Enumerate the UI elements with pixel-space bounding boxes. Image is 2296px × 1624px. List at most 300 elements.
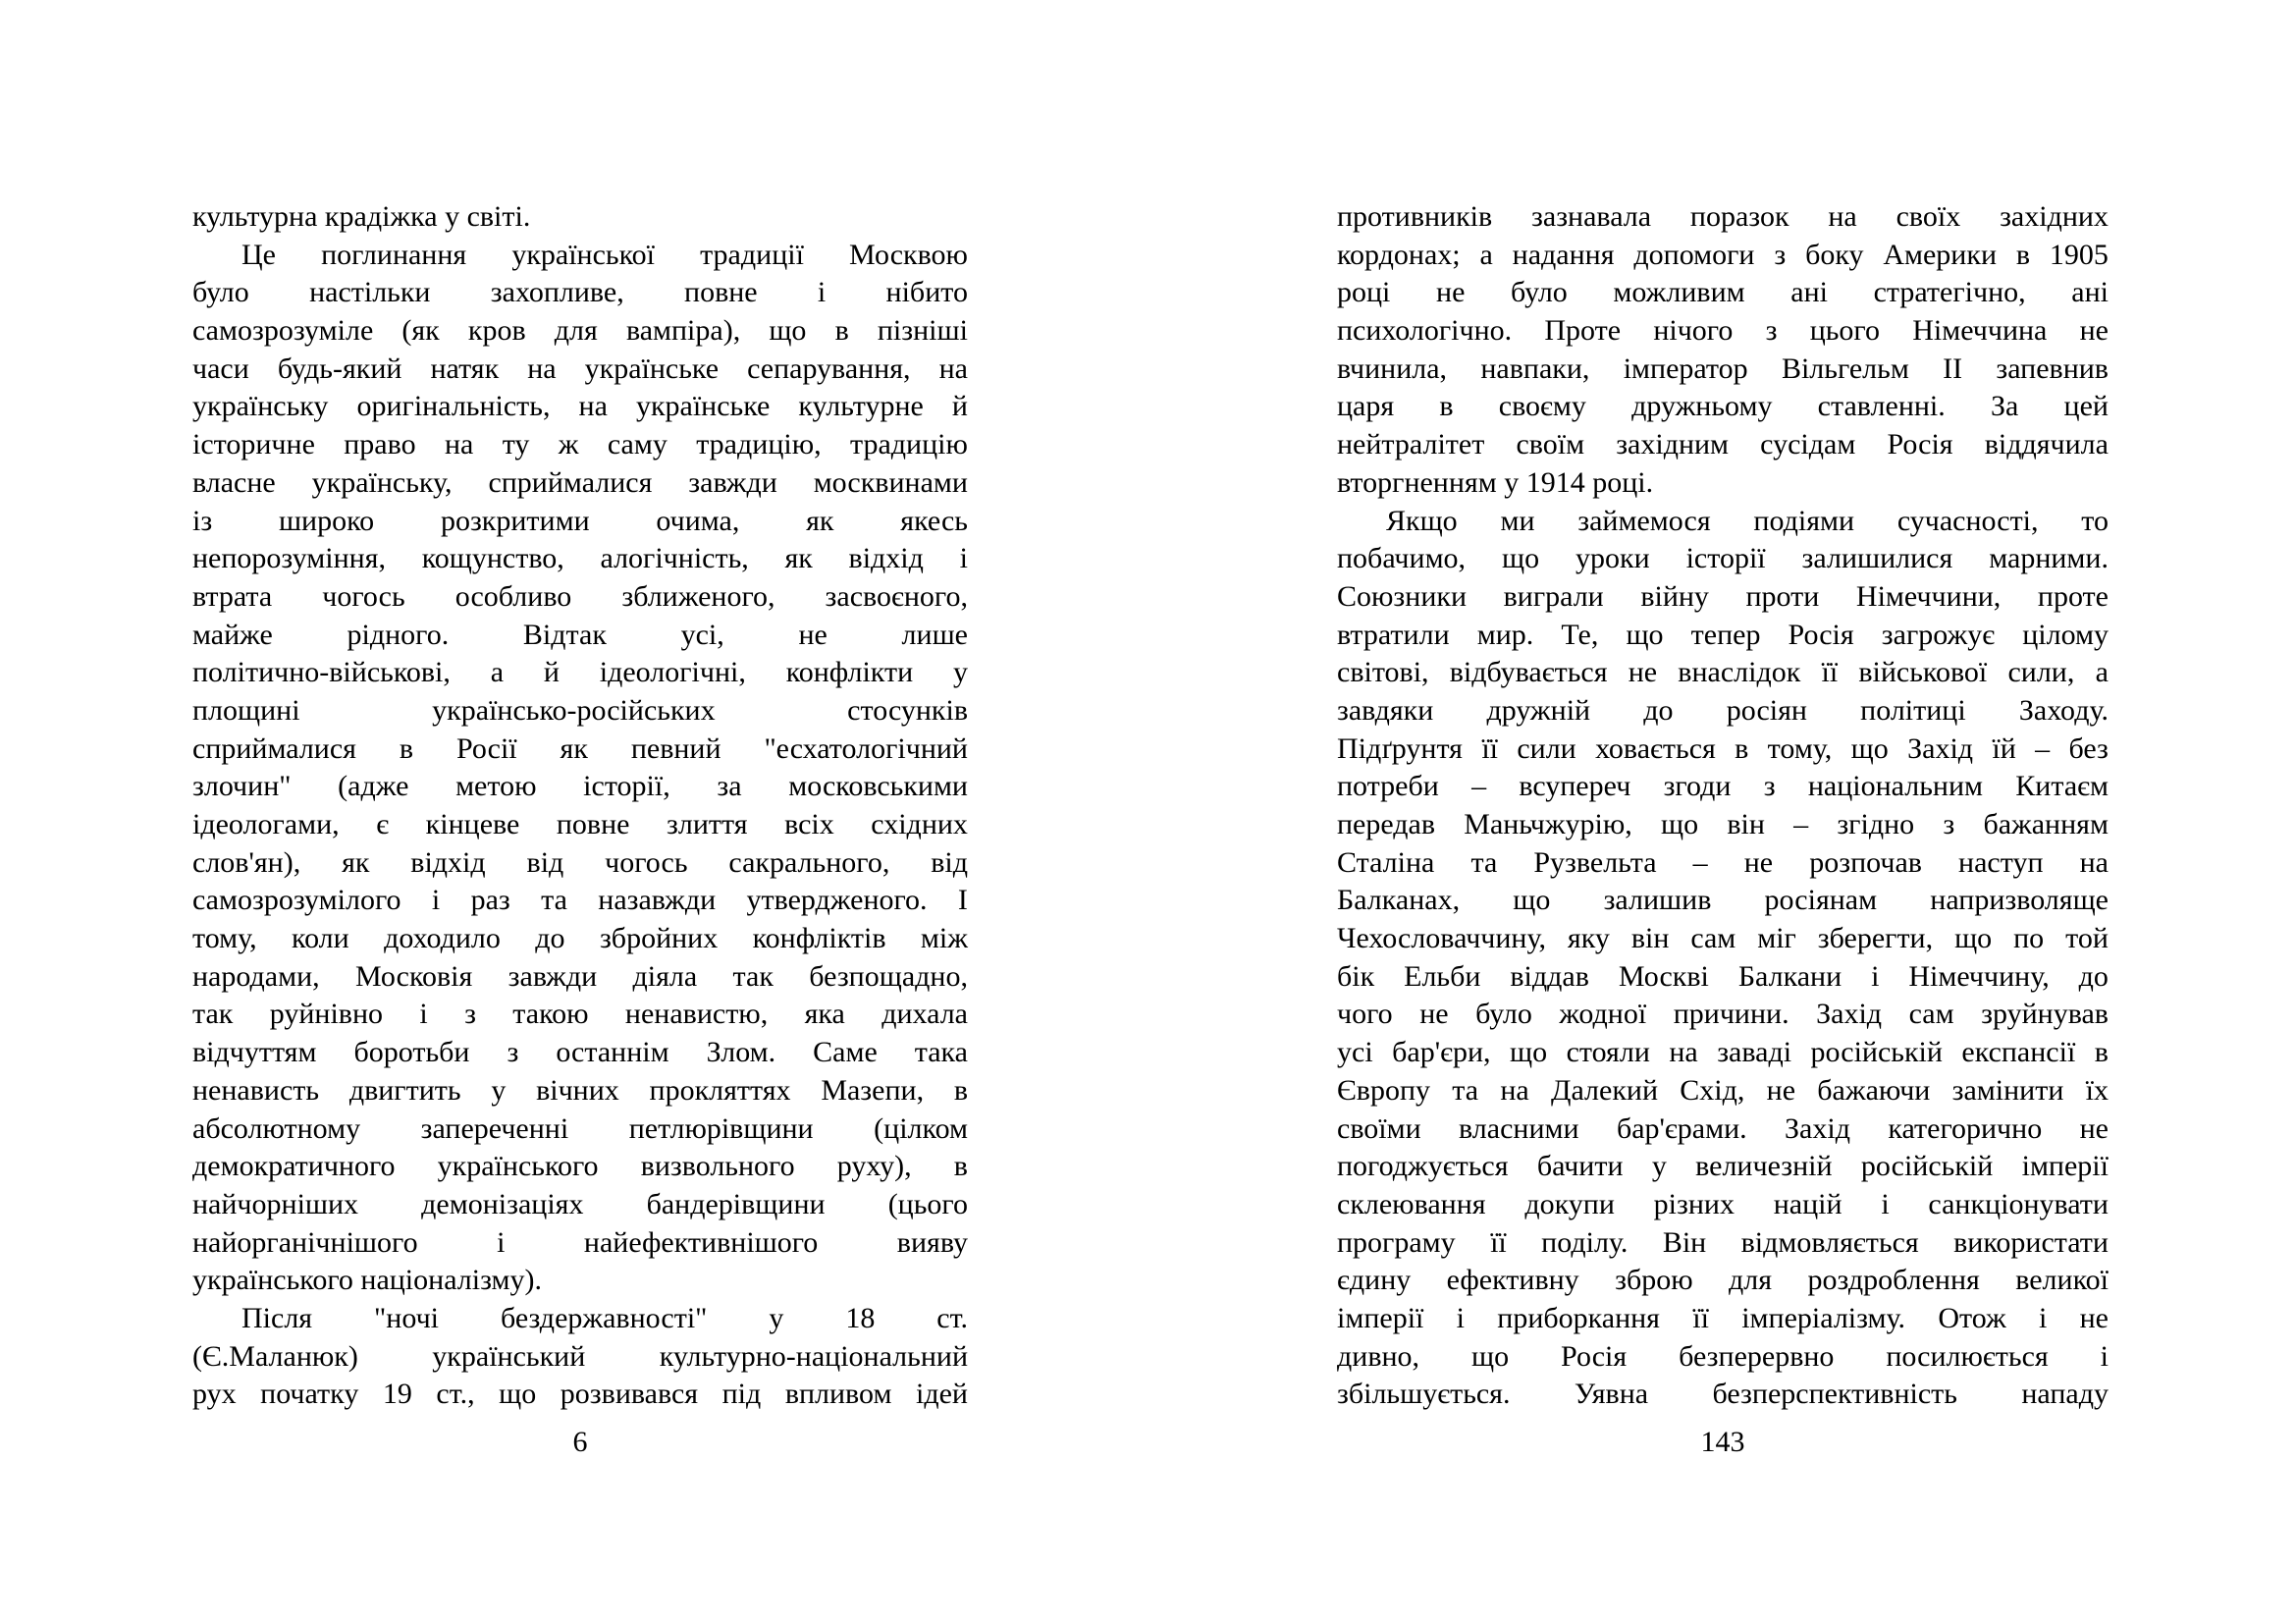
word: найорганічнішого (192, 1225, 418, 1259)
word: росіян (1726, 693, 1807, 727)
text-line (192, 239, 968, 277)
word: безпощадно, (809, 959, 968, 993)
word: своїми (1337, 1111, 1421, 1145)
word: ст. (936, 1301, 968, 1334)
word: (адже (338, 770, 409, 803)
word: передав (1337, 808, 1436, 840)
word: році (1337, 276, 1391, 309)
word: у (769, 1301, 784, 1334)
page-number-right: 143 (1700, 1426, 1745, 1458)
word: з (464, 998, 476, 1031)
text-line (1337, 314, 2109, 352)
word: своїх (1896, 200, 1961, 233)
word: чогось (605, 845, 688, 879)
text-line (192, 352, 968, 391)
word: як (560, 731, 588, 765)
word: з (1765, 314, 1778, 348)
word: російській (1810, 1036, 1943, 1069)
word: – (2035, 731, 2051, 765)
word: Захід (1785, 1111, 1850, 1145)
word: – (1471, 770, 1487, 803)
text-line (192, 1150, 968, 1188)
text-line (1337, 390, 2109, 428)
word: їх (2085, 1073, 2109, 1107)
word: не (1436, 276, 1466, 309)
word: і (497, 1225, 506, 1259)
word: – (1692, 845, 1708, 879)
word: Росії (455, 731, 517, 765)
word: дружній (1486, 693, 1591, 727)
word: саму (607, 428, 667, 461)
word: ховається (1595, 731, 1716, 765)
word: докупи (1524, 1187, 1615, 1220)
text-line (192, 922, 968, 960)
word: санкціонувати (1928, 1187, 2109, 1220)
word: кощунство, (421, 542, 564, 575)
word: їй (1992, 731, 2016, 765)
word: та (541, 884, 567, 917)
word: ідей (915, 1378, 968, 1411)
word: традицію, (696, 428, 822, 461)
word: культурне (798, 390, 924, 423)
word: чогось (322, 579, 405, 613)
word: не (2079, 1111, 2109, 1145)
word: Після (241, 1301, 313, 1334)
word: українське (584, 352, 720, 385)
word: "ночі (374, 1301, 439, 1334)
word: рух (192, 1378, 237, 1411)
text-line (1337, 922, 2109, 960)
word: в (2015, 238, 2031, 271)
text-line (192, 656, 968, 694)
word: Проте (1544, 314, 1622, 348)
word: зруйнував (1981, 998, 2109, 1031)
word: дружньому (1631, 390, 1773, 423)
text-line (192, 1112, 968, 1151)
word: націй (1773, 1187, 1842, 1220)
word: та (1452, 1073, 1479, 1107)
text-line (192, 1340, 968, 1379)
word: а (490, 656, 505, 689)
word: (Є.Маланюк) (192, 1339, 358, 1373)
text-line (192, 428, 968, 466)
word: вияву (896, 1225, 968, 1259)
text-line (192, 314, 968, 352)
word: надання (1512, 238, 1615, 271)
word: тому, (1767, 731, 1833, 765)
word: у (491, 1073, 507, 1107)
word: національним (1807, 770, 1983, 803)
word: з (1774, 238, 1787, 271)
word: захопливе, (490, 276, 624, 309)
word: безперервно (1679, 1339, 1835, 1373)
word: дивно, (1337, 1339, 1420, 1373)
word: військової (1858, 656, 1988, 689)
word: від (931, 845, 968, 879)
word: Рузвельта (1533, 845, 1657, 879)
word: є (376, 808, 390, 840)
word: безперспективність (1712, 1378, 1957, 1411)
text-line (1337, 428, 2109, 466)
text-line (192, 466, 968, 505)
word: Заходу. (2018, 693, 2109, 727)
word: назавжди (598, 884, 717, 917)
text-line (1337, 580, 2109, 619)
word: українську (192, 390, 329, 423)
word: зазнавала (1531, 200, 1652, 233)
text-line (192, 1036, 968, 1074)
word: на (938, 352, 968, 385)
word: Росія (1887, 428, 1953, 461)
text-line (192, 390, 968, 428)
word: коли (292, 922, 349, 955)
text-line (1337, 770, 2109, 808)
text-line (1337, 542, 2109, 580)
word: залишилися (1801, 542, 1953, 575)
word: пізніші (877, 314, 968, 348)
word: тепер (1690, 618, 1761, 651)
word: За (1990, 390, 2019, 423)
word: яку (1567, 922, 1610, 955)
text-line (1337, 1112, 2109, 1151)
word: усі, (680, 618, 724, 651)
word: Європу (1337, 1073, 1431, 1107)
word: він (1630, 922, 1670, 955)
word: так (732, 959, 774, 993)
word: як (806, 504, 834, 537)
word: дихала (881, 998, 968, 1031)
word: що (1510, 1036, 1548, 1069)
word: чого (1337, 998, 1393, 1031)
word: замінити (1951, 1073, 2064, 1107)
word: якесь (900, 504, 968, 537)
text-line (192, 846, 968, 885)
word: сили (1517, 731, 1576, 765)
word: віддячила (1984, 428, 2109, 461)
word: погоджується (1337, 1150, 1509, 1183)
word: бар'єри, (1392, 1036, 1491, 1069)
word: як (784, 542, 813, 575)
word: роздроблення (1807, 1264, 1980, 1297)
word: й (543, 656, 560, 689)
word: на (527, 352, 557, 385)
word: не (1628, 656, 1658, 689)
word: згоди (1663, 770, 1732, 803)
word: Маньчжурію, (1464, 808, 1632, 840)
word: в (953, 1073, 968, 1107)
word: всупереч (1519, 770, 1631, 803)
word: непорозуміння, (192, 542, 386, 575)
word: за (717, 770, 742, 803)
word: метою (455, 770, 537, 803)
word: віддав (1510, 959, 1589, 993)
text-line (1337, 808, 2109, 846)
word: різних (1653, 1187, 1735, 1220)
text-line (192, 1226, 968, 1265)
word: в (834, 314, 849, 348)
text-line (1337, 1074, 2109, 1112)
text-line (192, 998, 968, 1036)
word: і (1456, 1301, 1465, 1334)
word: бездержавності" (500, 1301, 708, 1334)
word: ж (558, 428, 579, 461)
word: сам (1908, 998, 1954, 1031)
word: використати (1953, 1225, 2109, 1259)
word: не (1766, 1073, 1796, 1107)
word: ефективну (1446, 1264, 1579, 1297)
word: світові, (1337, 656, 1429, 689)
word: Далекий (1551, 1073, 1659, 1107)
text-line (192, 580, 968, 619)
word: Саме (813, 1036, 878, 1069)
word: на (2079, 845, 2109, 879)
word: царя (1337, 390, 1395, 423)
word: і (2100, 1339, 2109, 1373)
word: без (2068, 731, 2109, 765)
word: не (798, 618, 828, 651)
word: власне (192, 465, 276, 499)
word: то (2081, 504, 2109, 537)
word: що (769, 314, 807, 348)
word: нападу (2021, 1378, 2109, 1411)
text-line (1337, 1302, 2109, 1340)
word: навпаки, (1480, 352, 1590, 385)
word: часи (192, 352, 249, 385)
word: Захід (1907, 731, 1974, 765)
word: було (192, 276, 249, 309)
word: що (1954, 922, 1993, 955)
text-line (1337, 505, 2109, 543)
word: демократичного (192, 1150, 396, 1183)
word: двигтить (348, 1073, 461, 1107)
word: що (499, 1378, 537, 1411)
word: і (817, 276, 827, 309)
word: Те, (1561, 618, 1599, 651)
word: західним (1616, 428, 1730, 461)
word: східних (871, 808, 968, 840)
word: нейтралітет (1337, 428, 1485, 461)
word: початку (260, 1378, 359, 1411)
text-line (192, 1188, 968, 1226)
text-line (1337, 1226, 2109, 1265)
word: Злом. (706, 1036, 776, 1069)
word: бажанням (1983, 808, 2109, 840)
word: 1905 (2049, 238, 2109, 271)
text-line (1337, 1378, 2109, 1416)
page-left-text-block (192, 200, 968, 1416)
word: найчорніших (192, 1187, 359, 1220)
word: петлюрівщини (628, 1111, 814, 1145)
word: завжди (507, 959, 598, 993)
word: і (1881, 1187, 1890, 1220)
word: Союзники (1337, 579, 1468, 613)
text-line (192, 770, 968, 808)
word: найефективнішого (583, 1225, 819, 1259)
text-line (192, 619, 968, 657)
text-line (1337, 884, 2109, 922)
word: великої (2015, 1264, 2109, 1297)
text-line (1337, 846, 2109, 885)
word: зближеного, (621, 579, 775, 613)
word: побачимо, (1337, 542, 1467, 575)
word: заваді (1717, 1036, 1792, 1069)
text-line (192, 276, 968, 314)
word: Вільгельм (1781, 352, 1909, 385)
word: було (1475, 998, 1532, 1031)
word: Ельби (1404, 959, 1481, 993)
word: ставленні. (1817, 390, 1946, 423)
word: психологічно. (1337, 314, 1513, 348)
text-line (192, 884, 968, 922)
word: Відтак (522, 618, 607, 651)
text-line (1337, 694, 2109, 732)
word: Московія (354, 959, 473, 993)
word: ми (1500, 504, 1535, 537)
word: Росія (1561, 1339, 1628, 1373)
word: можливим (1613, 276, 1745, 309)
word: – (1793, 808, 1809, 840)
word: своїм (1516, 428, 1585, 461)
word: цілому (2022, 618, 2109, 651)
word: сепарування, (747, 352, 911, 385)
word: Мазепи, (821, 1073, 925, 1107)
word: ненавистю, (624, 998, 769, 1031)
word: противників (1337, 200, 1493, 233)
word: Німеччина (1912, 314, 2048, 348)
word: доходило (384, 922, 501, 955)
word: засвоєного, (825, 579, 968, 613)
word: на (444, 428, 474, 461)
word: для (554, 314, 598, 348)
word: певний (630, 731, 721, 765)
word: історії (1685, 542, 1766, 575)
word: на (1828, 200, 1857, 233)
word: розпочав (1809, 845, 1922, 879)
word: нічого (1653, 314, 1734, 348)
word: збільшується. (1337, 1378, 1511, 1411)
word: уроки (1575, 542, 1650, 575)
word: власними (1459, 1111, 1579, 1145)
word: й (951, 390, 968, 423)
word: ані (1790, 276, 1828, 309)
word: відхід (848, 542, 924, 575)
text-line (1337, 1188, 2109, 1226)
word: ідеологами, (192, 808, 340, 840)
word: поділу. (1541, 1225, 1629, 1259)
word: імперіалізму. (1741, 1301, 1906, 1334)
word: Росія (1788, 618, 1854, 651)
word: абсолютному (192, 1111, 361, 1145)
word: на (1500, 1073, 1529, 1107)
word: так (192, 998, 234, 1031)
word: росіянам (1764, 884, 1878, 917)
word: сприймалися (192, 731, 356, 765)
word: а (1479, 238, 1493, 271)
text-line (1337, 1150, 2109, 1188)
word: кров (467, 314, 526, 348)
word: подіями (1753, 504, 1855, 537)
word: що (1513, 884, 1551, 917)
word: (цього (887, 1187, 968, 1220)
word: ненависть (192, 1073, 320, 1107)
word: а (2095, 656, 2109, 689)
word: що (1470, 1339, 1510, 1373)
word: майже (192, 618, 273, 651)
word: по (2013, 922, 2045, 955)
word: кінцеве (425, 808, 520, 840)
word: що (1661, 808, 1699, 840)
text-line (1337, 998, 2109, 1036)
word: Москві (1618, 959, 1709, 993)
word: сприймалися (488, 465, 653, 499)
word: московськими (788, 770, 968, 803)
word: і (2038, 1301, 2048, 1334)
text-line (192, 960, 968, 999)
word: та (1470, 845, 1498, 879)
word: єдину (1337, 1264, 1412, 1297)
word: приборкання (1497, 1301, 1660, 1334)
word: історії, (583, 770, 670, 803)
word: раз (470, 884, 510, 917)
word: і (959, 542, 968, 575)
word: Підґрунтя (1337, 731, 1463, 765)
word: мир. (1476, 618, 1534, 651)
word: впливом (784, 1378, 892, 1411)
word: така (914, 1036, 968, 1069)
word: Чехословаччину, (1337, 922, 1546, 955)
word: він (1727, 808, 1765, 840)
word: яка (804, 998, 845, 1031)
word: народами, (192, 959, 320, 993)
word: займемося (1577, 504, 1711, 537)
word: Це (241, 238, 276, 271)
word: кордонах; (1337, 238, 1461, 271)
word: експансії (1961, 1036, 2076, 1069)
word: 19 (382, 1378, 412, 1411)
word: діяла (632, 959, 698, 993)
word: політично-військові, (192, 656, 451, 689)
word: її (1481, 731, 1498, 765)
word: рідного. (347, 618, 450, 651)
word: у (1651, 1150, 1667, 1183)
word: Отож (1938, 1301, 2006, 1334)
text-line: культурна крадіжка у світі. (192, 200, 531, 233)
word: розвивався (560, 1378, 699, 1411)
word: поразок (1689, 200, 1789, 233)
word: втрата (192, 579, 273, 613)
word: культурно-національний (659, 1339, 968, 1373)
word: завжди (688, 465, 777, 499)
word: і (419, 998, 428, 1031)
word: що (1501, 542, 1540, 575)
word: сучасності, (1896, 504, 2039, 537)
word: і (431, 884, 441, 917)
word: конфліктів (752, 922, 886, 955)
word: наступ (1958, 845, 2044, 879)
text-line (1337, 619, 2109, 657)
word: причини. (1673, 998, 1789, 1031)
word: боку (1805, 238, 1864, 271)
word: 18 (845, 1301, 876, 1334)
text-line (192, 1074, 968, 1112)
word: всіх (784, 808, 834, 840)
text-line (1337, 960, 2109, 999)
word: Німеччини, (1855, 579, 2002, 613)
word: втратили (1337, 618, 1450, 651)
word: стояли (1566, 1036, 1650, 1069)
word: бар'єрами. (1616, 1111, 1747, 1145)
word: програму (1337, 1225, 1456, 1259)
